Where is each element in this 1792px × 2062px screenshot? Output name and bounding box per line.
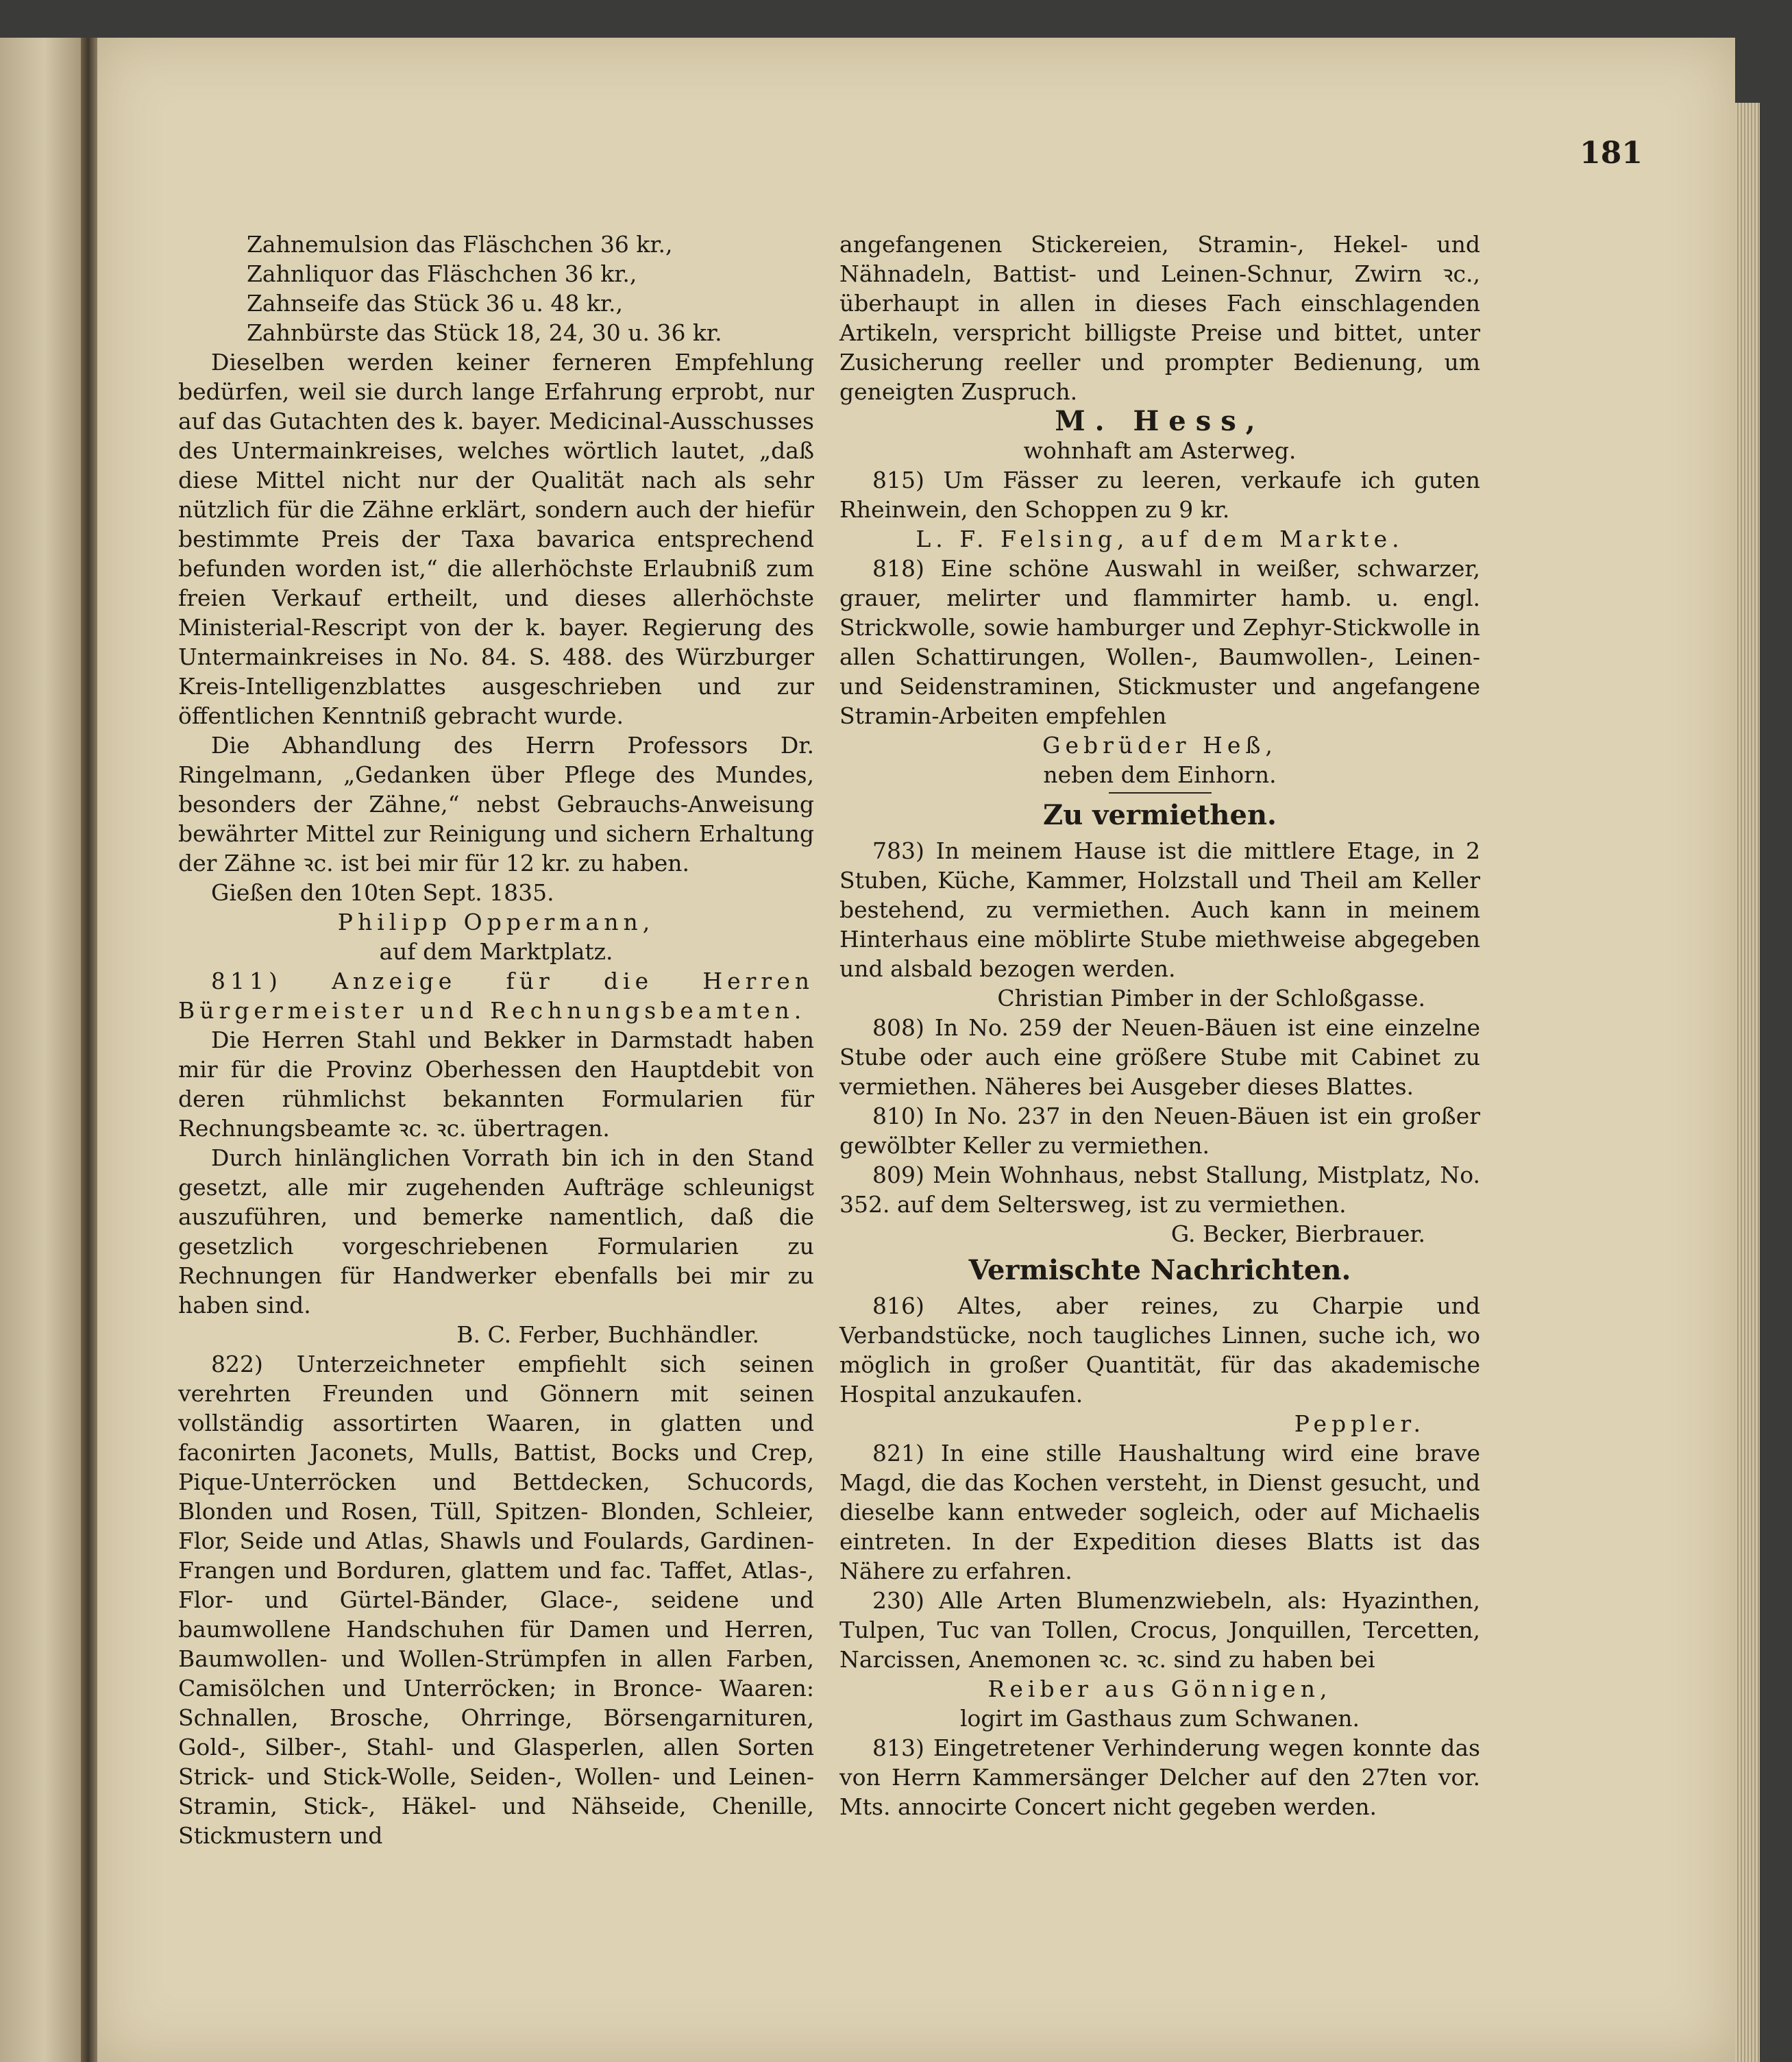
signature-address: auf dem Marktplatz. — [379, 938, 613, 965]
signature-address: wohnhaft am Asterweg. — [1023, 437, 1297, 464]
signature: G. Becker, Bierbrauer. — [1170, 1220, 1425, 1247]
signature-name: Gebrüder Heß, — [1042, 732, 1277, 759]
body-paragraph: Durch hinlänglichen Vorrath bin ich in den Stand gesetzt, alle mir zugehenden Aufträge schleunigst auszuführen, und bemerke namentlich, daß die gesetzlich vorgeschriebenen Formularien zu Rechnungen für Handwerker ebenfalls bei mir zu haben sind. — [178, 1144, 814, 1318]
ad-818: 818) Eine schöne Auswahl in weißer, schwarzer, grauer, melirter und flammirter hamb. u. engl. Strickwolle, sowie hamburger und Zephyr-Stickwolle in allen Schattirungen, Wollen-, Baumwollen-, Leinen- und Seidenstraminen, Stickmuster und angefangene Stramin-Arbeiten empfehlen — [839, 555, 1480, 729]
ad-783: 783) In meinem Hause ist die mittlere Etage, in 2 Stuben, Küche, Kammer, Holzstall und Theil am Keller bestehend, zu vermiethen. Auch kann in meinem Hinterhaus eine möblirte Stube miethweise abgegeben und alsbald bezogen werden. — [839, 837, 1480, 982]
page-number: 181 — [1580, 136, 1643, 171]
ad-822: 822) Unterzeichneter empfiehlt sich seinen verehrten Freunden und Gönnern mit seinen vollständig assortirten Waaren, in glatten und faconirten Jaconets, Mulls, Battist, Bocks und Crep, Pique-Unterröcken und Bettdecken, Schucords, Blonden und Rosen, Tüll, Spitzen- Blonden, Schleier, Flor, Seide und Atlas, Shawls und Foulards, Gardinen- Frangen und Borduren, glattem und fac. Taffet, Atlas-, Flor- und Gürtel-Bänder, Glace-, seidene und baumwollene Handschuhen für Damen und Herren, Baumwollen- und Wollen-Strümpfen in allen Farben, Camisölchen und Unterröcken; in Bronce- Waaren: Schnallen, Brosche, Ohrringe, Börsengarnituren, Gold-, Silber-, Stahl- und Glasperlen, allen Sorten Strick- und Stick-Wolle, Seiden-, Wollen- und Leinen-Stramin, Stick-, Häkel- und Nähseide, Chenille, Stickmustern und — [178, 1351, 814, 1849]
ad-815: 815) Um Fässer zu leeren, verkaufe ich guten Rheinwein, den Schoppen zu 9 kr. — [839, 467, 1480, 523]
ad-808: 808) In No. 259 der Neuen-Bäuen ist eine einzelne Stube oder auch eine größere Stube mit Cabinet zu vermiethen. Näheres bei Ausgeber dieses Blattes. — [839, 1014, 1480, 1100]
section-divider — [1109, 792, 1212, 794]
signature-address: logirt im Gasthaus zum Schwanen. — [959, 1705, 1360, 1732]
price-list-item: Zahnemulsion das Fläschchen 36 kr., — [247, 231, 673, 258]
signature-name: Reiber aus Gönnigen, — [987, 1676, 1332, 1702]
signature: L. F. Felsing, auf dem Markte. — [916, 526, 1404, 552]
signature: Christian Pimber in der Schloßgasse. — [997, 985, 1425, 1011]
ad-810: 810) In No. 237 in den Neuen-Bäuen ist ein großer gewölbter Keller zu vermiethen. — [839, 1103, 1480, 1159]
dateline: Gießen den 10ten Sept. 1835. — [211, 879, 554, 906]
book-gutter — [81, 38, 97, 2062]
page-stack-edge — [1735, 103, 1760, 2062]
price-list-item: Zahnbürste das Stück 18, 24, 30 u. 36 kr. — [247, 319, 722, 346]
signature-name: M. Hess, — [1055, 405, 1265, 437]
signature: B. C. Ferber, Buchhändler. — [456, 1321, 759, 1348]
body-paragraph: Die Abhandlung des Herrn Professors Dr. Ringelmann, „Gedanken über Pflege des Mundes, besonders der Zähne,“ nebst Gebrauchs-Anweisung bewährter Mittel zur Reinigung und sichern Erhaltung der Zähne ꝛc. ist bei mir für 12 kr. zu haben. — [178, 732, 814, 876]
facing-page-edge — [0, 38, 81, 2062]
ad-821: 821) In eine stille Haushaltung wird eine brave Magd, die das Kochen versteht, in Dienst gesucht, und dieselbe kann entweder sogleich, oder auf Michaelis eintreten. In der Expedition dieses Blatts ist das Nähere zu erfahren. — [839, 1440, 1480, 1584]
price-list-item: Zahnseife das Stück 36 u. 48 kr., — [247, 290, 623, 317]
section-heading-misc: Vermischte Nachrichten. — [968, 1254, 1351, 1286]
signature-name: Philipp Oppermann, — [337, 909, 655, 935]
price-list-item: Zahnliquor das Fläschchen 36 kr., — [247, 260, 637, 287]
left-column — [178, 230, 814, 1850]
ad-230: 230) Alle Arten Blumenzwiebeln, als: Hyazinthen, Tulpen, Tuc van Tollen, Crocus, Jonquillen, Tercetten, Narcissen, Anemonen ꝛc. ꝛc. sind zu haben bei — [839, 1587, 1480, 1673]
signature-address: neben dem Einhorn. — [1043, 761, 1277, 788]
right-column — [839, 230, 1480, 1821]
body-paragraph: Dieselben werden keiner ferneren Empfehlung bedürfen, weil sie durch lange Erfahrung erprobt, nur auf das Gutachten des k. bayer. Medicinal-Ausschusses des Untermainkreises, welches wörtlich lautet, „daß diese Mittel nicht nur der Qualität nach als sehr nützlich für die Zähne erklärt, sondern auch der hiefür bestimmte Preis der Taxa bavarica entsprechend befunden worden ist,“ die allerhöchste Erlaubniß zum freien Verkauf ertheilt, und dieses allerhöchste Ministerial-Rescript von der k. bayer. Regierung des Untermainkreises in No. 84. S. 488. des Würzburger Kreis-Intelligenzblattes ausgeschrieben und zur öffentlichen Kenntniß gebracht wurde. — [178, 349, 814, 729]
ad-822-continued: angefangenen Stickereien, Stramin-, Hekel- und Nähnadeln, Battist- und Leinen-Schnur, Zwirn ꝛc., überhaupt in allen in dieses Fach einschlagenden Artikeln, verspricht billigste Preise und bittet, unter Zusicherung reeller und prompter Bedienung, um geneigten Zuspruch. — [839, 231, 1480, 405]
ad-811-title: 811) Anzeige für die Herren Bürgermeister und Rechnungsbeamten. — [178, 968, 814, 1024]
ad-809: 809) Mein Wohnhaus, nebst Stallung, Mistplatz, No. 352. auf dem Seltersweg, ist zu vermiethen. — [839, 1162, 1480, 1218]
section-heading-rent: Zu vermiethen. — [1043, 799, 1277, 831]
body-paragraph: Die Herren Stahl und Bekker in Darmstadt haben mir für die Provinz Oberhessen den Hauptdebit von deren rühmlichst bekannten Formularien für Rechnungsbeamte ꝛc. ꝛc. übertragen. — [178, 1027, 814, 1142]
signature: Peppler. — [1294, 1410, 1425, 1437]
ad-816: 816) Altes, aber reines, zu Charpie und Verbandstücke, noch taugliches Linnen, suche ich, wo möglich in großer Quantität, für das akademische Hospital anzukaufen. — [839, 1292, 1480, 1408]
ad-813: 813) Eingetretener Verhinderung wegen konnte das von Herrn Kammersänger Delcher auf den 27ten vor. Mts. annocirte Concert nicht gegeben werden. — [839, 1734, 1480, 1820]
